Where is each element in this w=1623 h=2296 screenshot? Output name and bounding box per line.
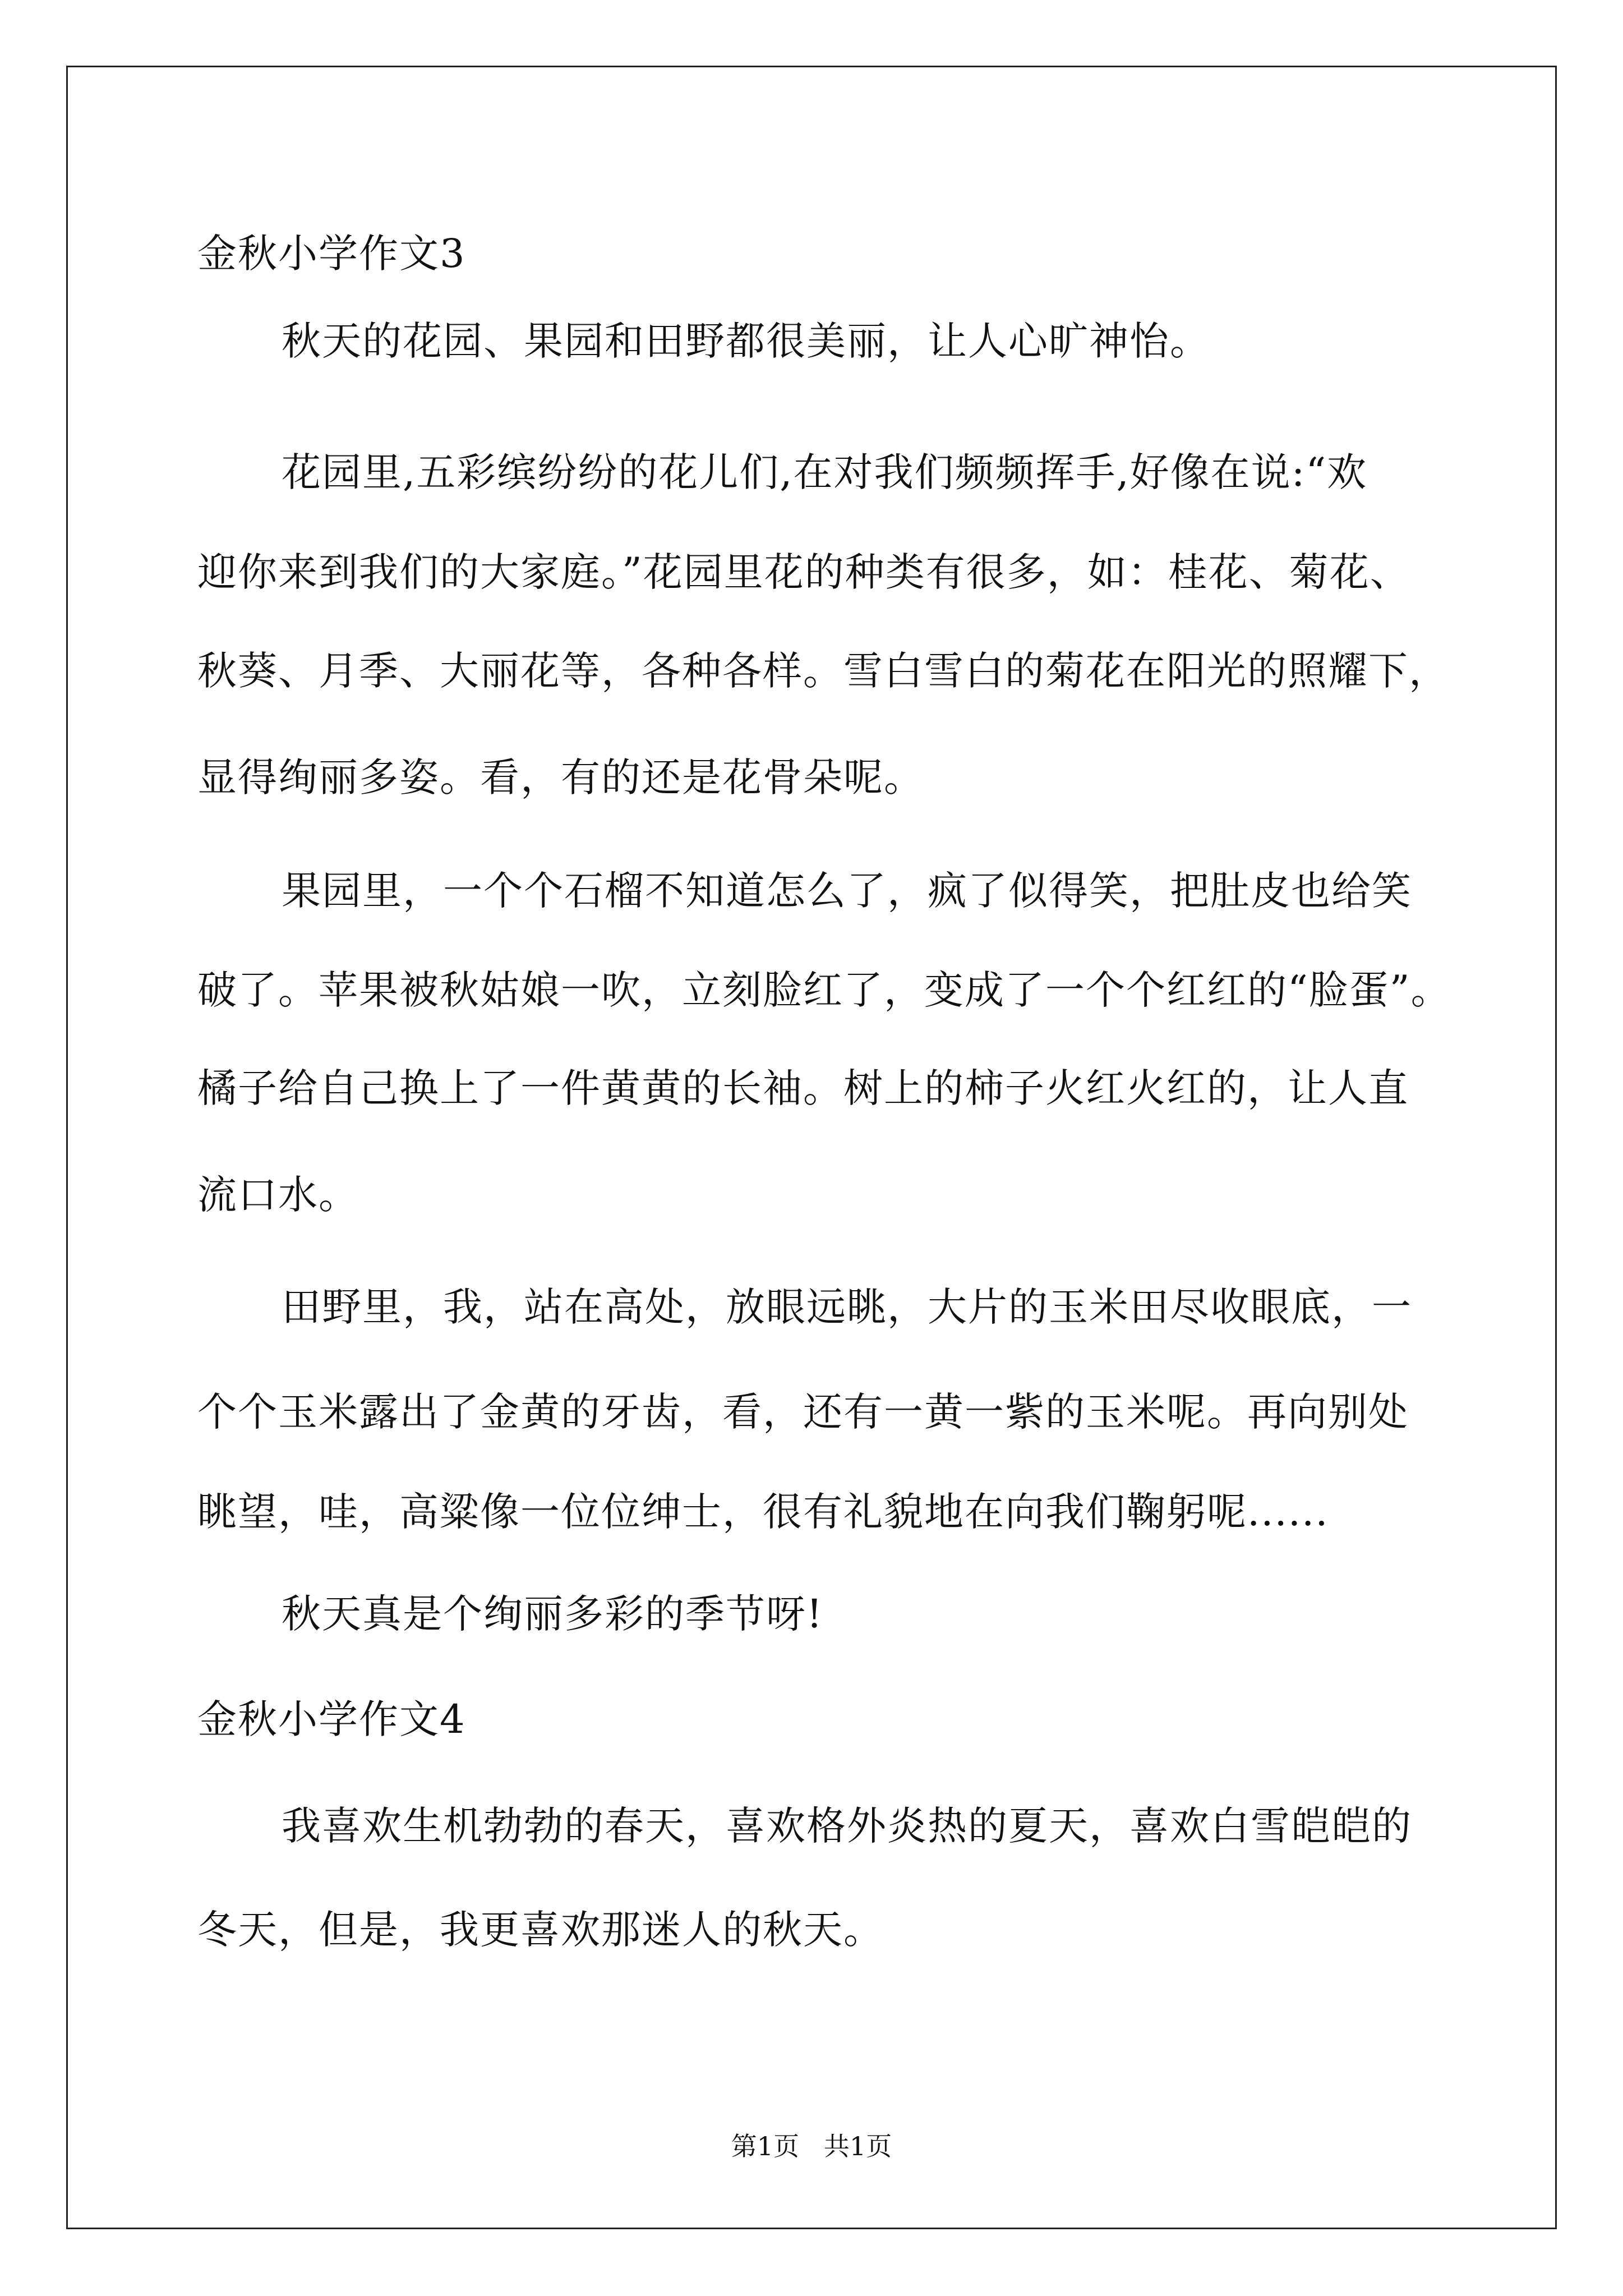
- essay-title-4: 金秋小学作文4: [197, 1696, 466, 1742]
- paragraph-line: 冬天，但是，我更喜欢那迷人的秋天。: [197, 1907, 884, 1953]
- paragraph-line: 个个玉米露出了金黄的牙齿，看，还有一黄一紫的玉米呢。再向别处: [197, 1389, 1409, 1435]
- paragraph-line: 秋葵、月季、大丽花等，各种各样。雪白雪白的菊花在阳光的照耀下，: [197, 648, 1449, 694]
- paragraph-line: 橘子给自己换上了一件黄黄的长袖。树上的柿子火红火红的，让人直: [197, 1065, 1409, 1111]
- paragraph-line: 流口水。: [197, 1172, 359, 1218]
- paragraph-line: 显得绚丽多姿。看，有的还是花骨朵呢。: [197, 754, 924, 800]
- paragraph-line: 花园里,五彩缤纷纷的花儿们,在对我们频频挥手,好像在说:“欢: [282, 449, 1368, 495]
- paragraph-line: 眺望，哇，高粱像一位位绅士，很有礼貌地在向我们鞠躬呢......: [197, 1489, 1329, 1535]
- paragraph-line: 破了。苹果被秋姑娘一吹，立刻脸红了，变成了一个个红红的“脸蛋”。: [197, 967, 1451, 1013]
- essay-title-3: 金秋小学作文3: [197, 231, 466, 277]
- paragraph-line: 果园里，一个个石榴不知道怎么了，疯了似得笑，把肚皮也给笑: [282, 868, 1412, 914]
- paragraph-line: 秋天真是个绚丽多彩的季节呀!: [282, 1591, 824, 1637]
- paragraph-line: 我喜欢生机勃勃的春天，喜欢格外炎热的夏天，喜欢白雪皑皑的: [282, 1803, 1412, 1849]
- paragraph-line: 迎你来到我们的大家庭。”花园里花的种类有很多，如：桂花、菊花、: [197, 549, 1410, 595]
- page-number-footer: 第1页 共1页: [731, 2131, 892, 2161]
- paragraph-line: 秋天的花园、果园和田野都很美丽，让人心旷神怡。: [282, 318, 1210, 364]
- paragraph-line: 田野里，我，站在高处，放眼远眺，大片的玉米田尽收眼底，一: [282, 1284, 1412, 1330]
